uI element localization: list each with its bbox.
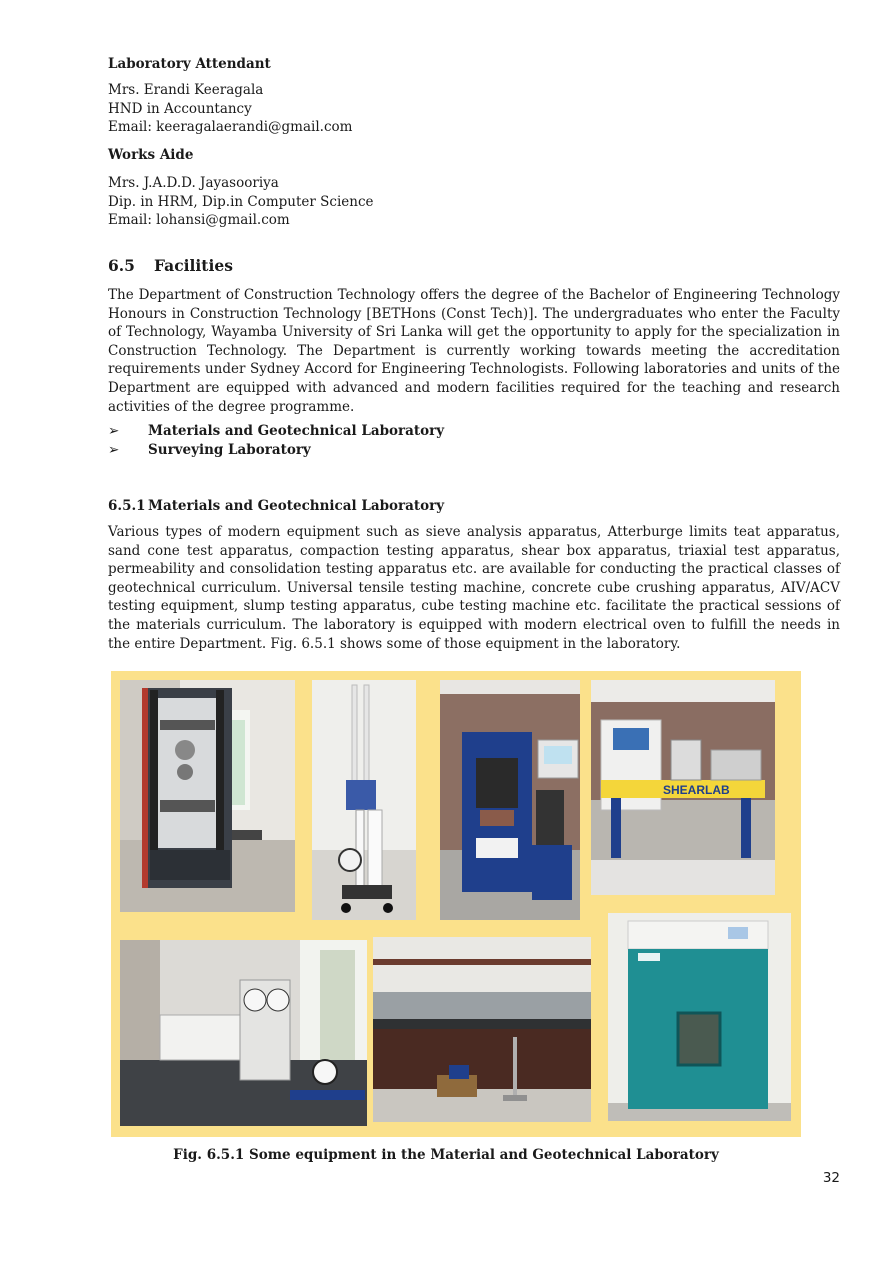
photo-consolidation-apparatus [120,940,367,1126]
bullet-label: Surveying Laboratory [148,441,311,458]
figure-caption: Fig. 6.5.1 Some equipment in the Material and Geotechnical Laboratory [173,1147,719,1163]
facilities-section [108,256,840,459]
works-aide-section [108,146,840,230]
arrow-bullet-icon: ➢ [108,423,120,440]
photo-shear-box-apparatus [591,680,775,895]
photo-laboratory-benches [373,937,591,1122]
attendant-heading: Laboratory Attendant [108,56,271,72]
works-aide-email: Email: lohansi@gmail.com [108,212,290,228]
facilities-heading [108,256,840,276]
facilities-paragraph: The Department of Construction Technology offers the degree of the Bachelor of Engineering Technology Honours in Construction Technology [BETHons (Const Tech)]. The undergraduates who enter the Faculty of Technology, Wayamba University of Sri Lanka will get the opportunity to apply for the specialization in Construction Technology. The Department is currently working towards meeting the accreditation requirements under Sydney Accord for Engineering Technologists. Following laboratories and units of the Department are equipped with advanced and modern facilities required for the teaching and research activities of the degree programme. [108,287,840,415]
bullet-label: Materials and Geotechnical Laboratory [148,423,445,440]
materials-lab-heading [108,497,840,515]
materials-lab-section [108,497,840,653]
bullet-item [108,422,840,441]
bullet-item [108,441,840,460]
attendant-email: Email: keeragalaerandi@gmail.com [108,119,353,135]
works-aide-heading: Works Aide [108,147,194,163]
works-aide-qualification: Dip. in HRM, Dip.in Computer Science [108,193,374,210]
works-aide-name: Mrs. J.A.D.D. Jayasooriya [108,175,279,191]
facilities-number: 6.5 [108,256,135,275]
attendant-name: Mrs. Erandi Keeragala [108,82,264,98]
shearlab-logo-text: SHEARLAB [663,783,730,797]
photo-compression-testing-machine [440,680,580,920]
facilities-title: Facilities [154,256,233,275]
materials-lab-title: Materials and Geotechnical Laboratory [148,498,445,514]
attendant-qualification: HND in Accountancy [108,100,252,117]
equipment-photo-collage [111,671,801,1137]
photo-universal-testing-machine [120,680,295,912]
attendant-section [108,55,840,137]
materials-lab-paragraph: Various types of modern equipment such as sieve analysis apparatus, Atterburge limits teat apparatus, sand cone test apparatus, compaction testing apparatus, shear box apparatus, triaxial test apparatus, permeability and consolidation testing apparatus etc. are available for conducting the practical classes of geotechnical curriculum. Universal tensile testing machine, concrete cube crushing apparatus, AIV/ACV testing equipment, slump testing apparatus, cube testing machine etc. facilitate the practical sessions of the materials curriculum. The laboratory is equipped with modern electrical oven to fulfill the needs in the entire Department. Fig. 6.5.1 shows some of those equipment in the laboratory. [108,524,840,652]
materials-lab-number: 6.5.1 [108,498,146,514]
photo-drying-oven [608,913,791,1121]
photo-permeability-apparatus [312,680,416,920]
page-number: 32 [822,1170,840,1186]
arrow-bullet-icon: ➢ [108,441,120,458]
